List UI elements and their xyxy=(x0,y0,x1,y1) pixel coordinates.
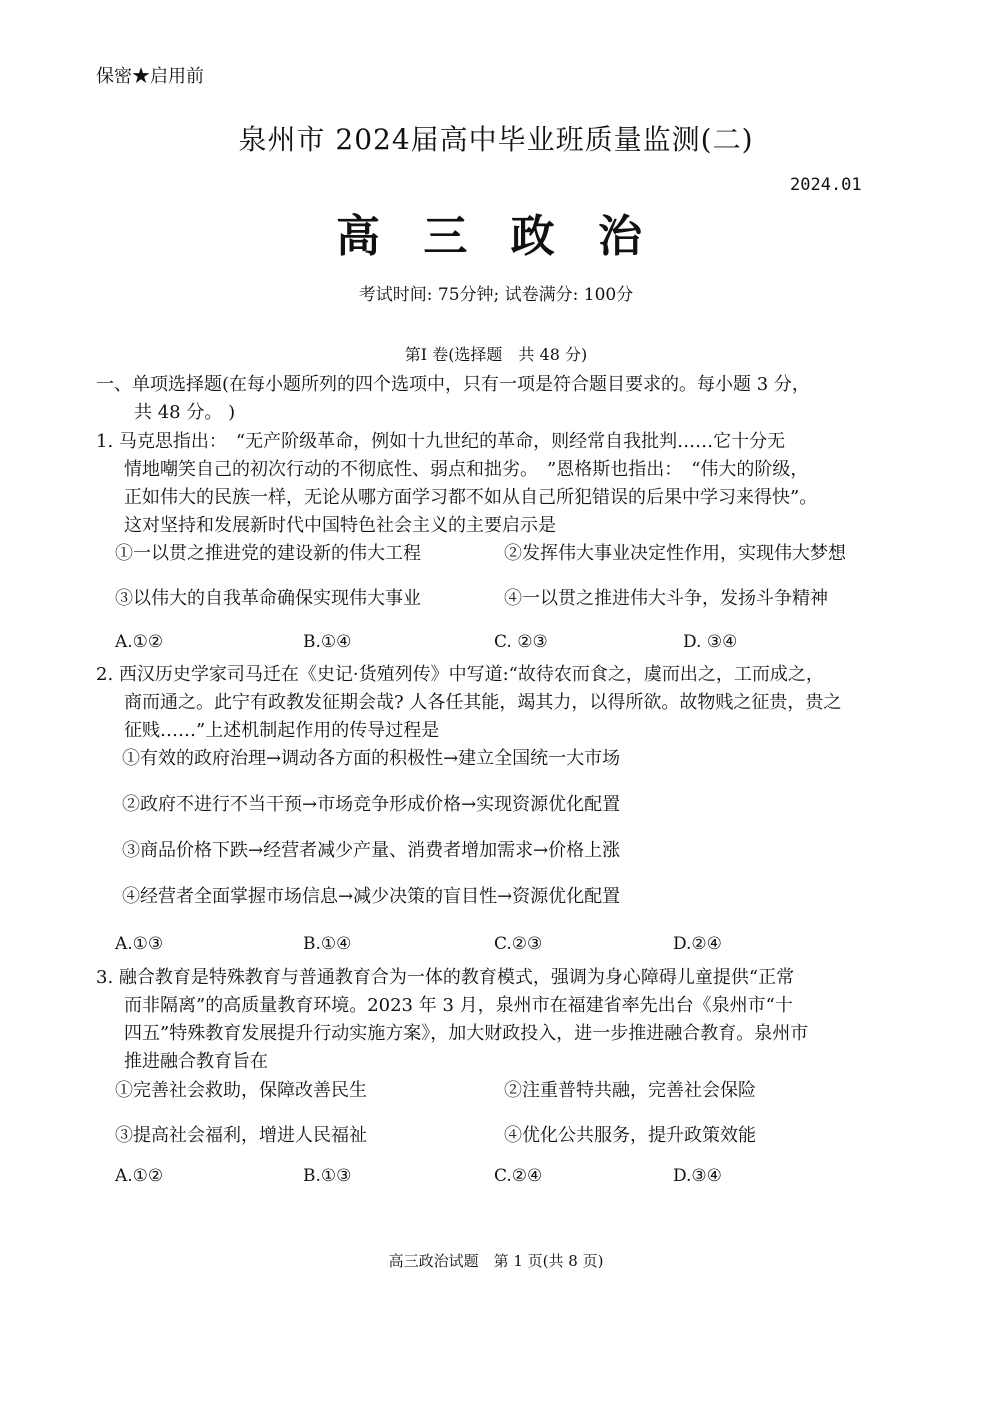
q1-answer-choice: A.①② xyxy=(115,632,164,652)
q3-option: ③提高社会福利，增进人民福祉 xyxy=(115,1125,367,1146)
q1-answer-choice: D. ③④ xyxy=(683,632,738,652)
exam-title: 泉州市 2024届高中毕业班质量监测(二) xyxy=(238,123,754,156)
q2-answer-choice: D.②④ xyxy=(673,934,722,954)
q2-stem-line: 2. 西汉历史学家司马迁在《史记·货殖列传》中写道:“故待农而食之，虞而出之，工而成之， xyxy=(96,664,824,685)
q2-option: ③商品价格下跌→经营者减少产量、消费者增加需求→价格上涨 xyxy=(122,840,621,861)
q3-option: ④优化公共服务，提升政策效能 xyxy=(504,1125,756,1146)
q3-answer-choice: D.③④ xyxy=(673,1166,722,1186)
q3-stem-line: 3. 融合教育是特殊教育与普通教育合为一体的教育模式，强调为身心障碍儿童提供“正常 xyxy=(96,967,795,988)
q2-stem-line: 商而通之。此宁有政教发征期会哉? 人各任其能，竭其力，以得所欲。故物贱之征贵，贵之 xyxy=(124,692,842,713)
q1-stem-line: 这对坚持和发展新时代中国特色社会主义的主要启示是 xyxy=(124,515,556,536)
q3-answer-choice: A.①② xyxy=(115,1166,164,1186)
q1-option: ①一以贯之推进党的建设新的伟大工程 xyxy=(115,543,421,564)
subject-title: 高 三 政 治 xyxy=(336,211,656,262)
q2-answer-choice: A.①③ xyxy=(115,934,164,954)
q1-stem-line: 正如伟大的民族一样，无论从哪方面学习都不如从自己所犯错误的后果中学习来得快”。 xyxy=(124,487,818,508)
exam-info: 考试时间: 75分钟; 试卷满分: 100分 xyxy=(358,285,634,305)
q2-option: ②政府不进行不当干预→市场竞争形成价格→实现资源优化配置 xyxy=(122,794,621,815)
q3-stem-line: 四五”特殊教育发展提升行动实施方案》，加大财政投入，进一步推进融合教育。泉州市 xyxy=(124,1023,809,1044)
q3-stem-line: 推进融合教育旨在 xyxy=(124,1051,268,1072)
q2-answer-choice: C.②③ xyxy=(494,934,543,954)
q3-option: ①完善社会救助，保障改善民生 xyxy=(115,1080,367,1101)
q1-option: ④一以贯之推进伟大斗争，发扬斗争精神 xyxy=(504,588,828,609)
q1-option: ②发挥伟大事业决定性作用，实现伟大梦想 xyxy=(504,543,846,564)
q3-answer-choice: B.①③ xyxy=(303,1166,352,1186)
q2-option: ①有效的政府治理→调动各方面的积极性→建立全国统一大市场 xyxy=(122,748,621,769)
q1-stem-line: 1. 马克思指出： “无产阶级革命，例如十九世纪的革命，则经常自我批判……它十分无 xyxy=(96,431,786,452)
q3-answer-choice: C.②④ xyxy=(494,1166,543,1186)
q1-answer-choice: C. ②③ xyxy=(494,632,548,652)
exam-date: 2024.01 xyxy=(790,175,862,195)
part-title: 第Ⅰ 卷(选择题 共 48 分) xyxy=(404,345,588,364)
q3-option: ②注重普特共融，完善社会保险 xyxy=(504,1080,756,1101)
page-footer: 高三政治试题 第 1 页(共 8 页) xyxy=(388,1252,604,1270)
q2-option: ④经营者全面掌握市场信息→减少决策的盲目性→资源优化配置 xyxy=(122,886,621,907)
q1-option: ③以伟大的自我革命确保实现伟大事业 xyxy=(115,588,421,609)
q1-answer-choice: B.①④ xyxy=(303,632,352,652)
section-instruction: 一、单项选择题(在每小题所列的四个选项中，只有一项是符合题目要求的。每小题 3 分， xyxy=(96,374,810,395)
confidential-label: 保密★启用前 xyxy=(96,66,204,87)
section-instruction-cont: 共 48 分。 ) xyxy=(134,402,236,423)
q2-answer-choice: B.①④ xyxy=(303,934,352,954)
q1-stem-line: 情地嘲笑自己的初次行动的不彻底性、弱点和拙劣。 ”恩格斯也指出： “伟大的阶级， xyxy=(124,459,809,480)
q2-stem-line: 征贱……”上述机制起作用的传导过程是 xyxy=(124,720,440,741)
q3-stem-line: 而非隔离”的高质量教育环境。2023 年 3 月，泉州市在福建省率先出台《泉州市“十 xyxy=(124,995,793,1016)
